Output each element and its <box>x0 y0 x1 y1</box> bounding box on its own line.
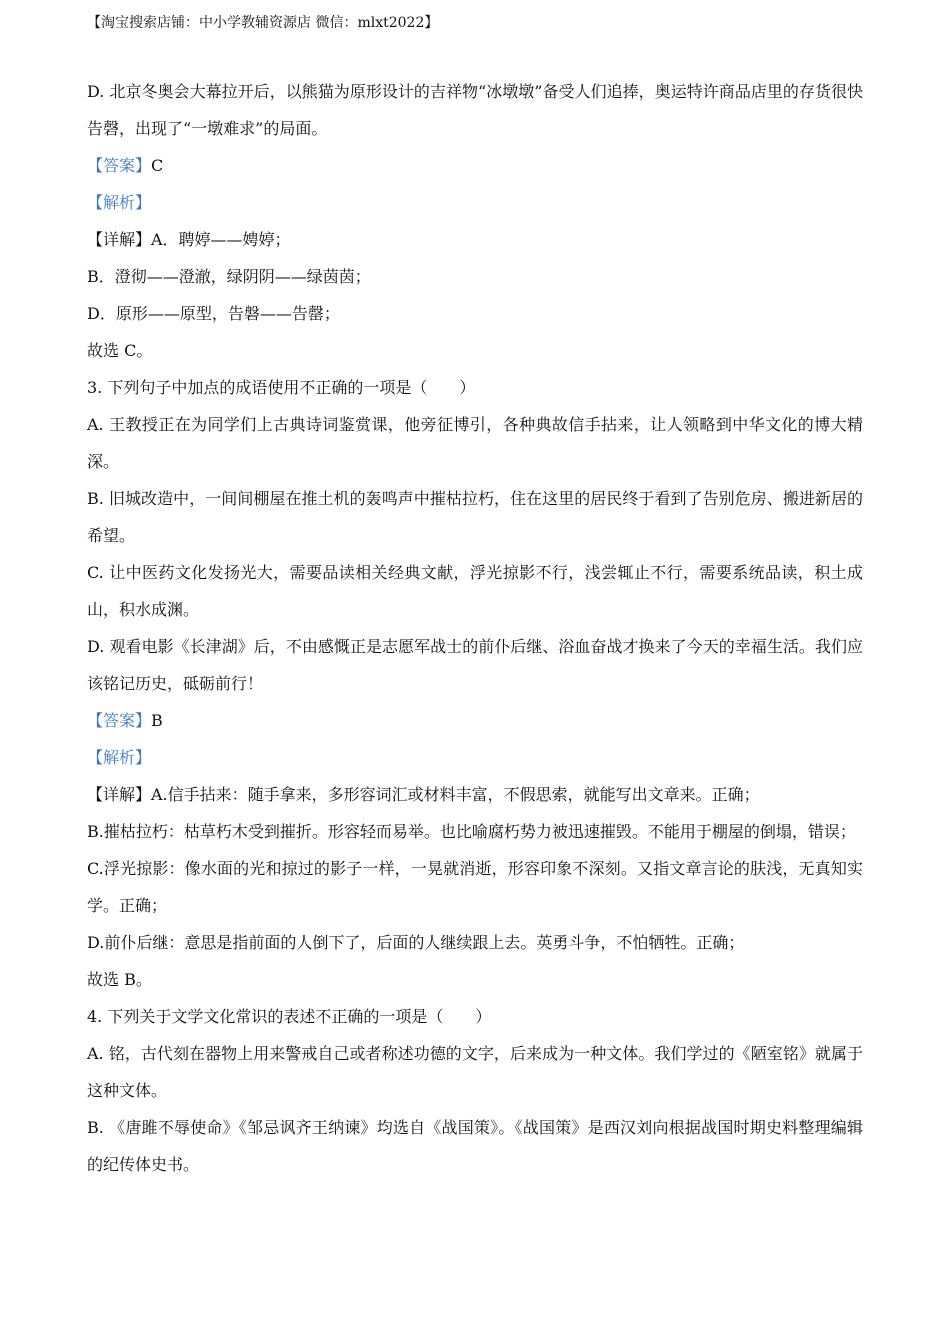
q3-detail-d: D.前仆后继：意思是指前面的人倒下了，后面的人继续跟上去。英勇斗争，不怕牺牲。正确； <box>87 933 745 952</box>
answer-line-q3 <box>87 702 863 739</box>
q4-option-b: B. 《唐雎不辱使命》《邹忌讽齐王纳谏》均选自《战国策》。《战国策》是西汉刘向根据战国时期史料整理编辑的纪传体史书。 <box>87 1118 863 1174</box>
q3-detail-b: B.摧枯拉朽：枯草朽木受到摧折。形容轻而易举。也比喻腐朽势力被迅速摧毁。不能用于棚屋的倒塌，错误； <box>87 822 856 841</box>
analysis-tag: 【解析】 <box>87 748 152 767</box>
choice-line-q3: 故选 B。 <box>87 970 152 989</box>
q3-option-c: C. 让中医药文化发扬光大，需要品读相关经典文献，浮光掠影不行，浅尝辄止不行，需要系统品读，积土成山，积水成渊。 <box>87 563 863 619</box>
q3-option-b: B. 旧城改造中，一间间棚屋在推土机的轰鸣声中摧枯拉朽，住在这里的居民终于看到了告别危房、搬进新居的希望。 <box>87 489 863 545</box>
answer-line-q2 <box>87 147 863 184</box>
q3-option-d: D. 观看电影《长津湖》后，不由感慨正是志愿军战士的前仆后继、浴血奋战才换来了今天的幸福生活。我们应该铭记历史，砥砺前行！ <box>87 637 863 693</box>
q3-detail-a: 【详解】A.信手拈来：随手拿来，多形容词汇或材料丰富，不假思索，就能写出文章来。正确； <box>87 785 760 804</box>
analysis-line-q2 <box>87 184 863 221</box>
q3-detail-c: C.浮光掠影：像水面的光和掠过的影子一样，一晃就消逝，形容印象不深刻。又指文章言论的肤浅，无真知实学。正确； <box>87 859 863 915</box>
detail-line-a: 【详解】A．聘婷——娉婷； <box>87 230 291 249</box>
question-3-title: 3. 下列句子中加点的成语使用不正确的一项是（ ） <box>87 378 476 397</box>
analysis-line-q3 <box>87 739 863 776</box>
choice-line-q2: 故选 C。 <box>87 341 153 360</box>
answer-tag: 【答案】 <box>87 156 152 175</box>
detail-line-d: D．原形——原型，告磐——告罄； <box>87 304 340 323</box>
q3-option-a: A. 王教授正在为同学们上古典诗词鉴赏课，他旁征博引，各种典故信手拈来，让人领略到中华文化的博大精深。 <box>87 415 863 471</box>
analysis-tag: 【解析】 <box>87 193 152 212</box>
answer-value: C <box>151 156 164 175</box>
detail-line-b: B．澄彻——澄澈，绿阴阴——绿茵茵； <box>87 267 371 286</box>
question-4-title: 4. 下列关于文学文化常识的表述不正确的一项是（ ） <box>87 1007 492 1026</box>
answer-value: B <box>151 711 163 730</box>
answer-tag: 【答案】 <box>87 711 152 730</box>
document-body <box>87 73 863 1183</box>
page-header-note: 【淘宝搜索店铺：中小学教辅资源店 微信：mlxt2022】 <box>87 15 439 31</box>
q4-option-a: A. 铭，古代刻在器物上用来警戒自己或者称述功德的文字，后来成为一种文体。我们学过的《陋室铭》就属于这种文体。 <box>87 1044 863 1100</box>
option-d-olympics: D. 北京冬奥会大幕拉开后，以熊猫为原形设计的吉祥物“冰墩墩”备受人们追捧，奥运特许商品店里的存货很快告磬，出现了“一墩难求”的局面。 <box>87 82 863 138</box>
